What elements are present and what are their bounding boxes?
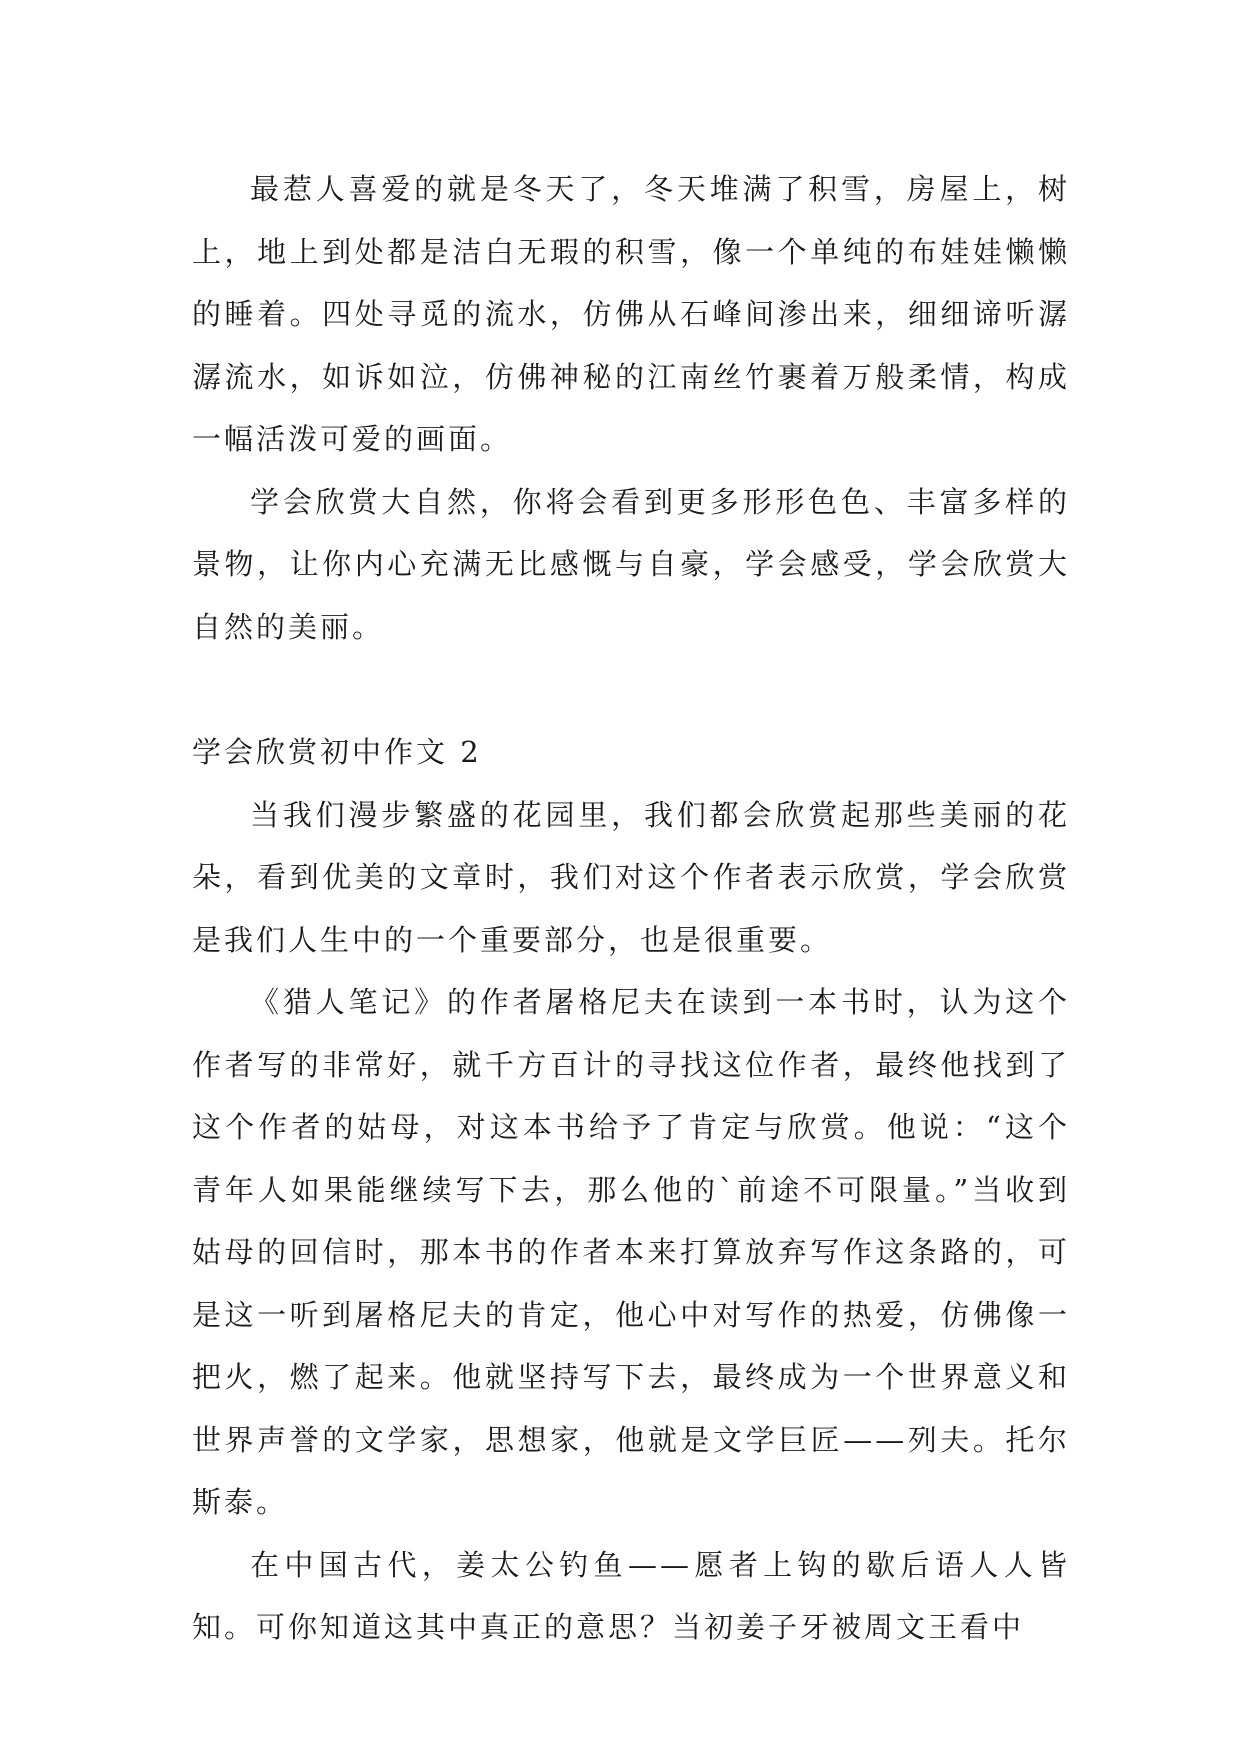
paragraph-jiang-taigong: 在中国古代，姜太公钓鱼——愿者上钩的歇后语人人皆知。可你知道这其中真正的意思？当初姜子牙被周文王看中: [192, 1547, 1070, 1644]
section-heading: 学会欣赏初中作文 2: [192, 735, 482, 769]
paragraph-nature: 学会欣赏大自然，你将会看到更多形形色色、丰富多样的景物，让你内心充满无比感慨与自豪，学会感受，学会欣赏大自然的美丽。: [192, 484, 1070, 644]
paragraph-turgenev: 《猎人笔记》的作者屠格尼夫在读到一本书时，认为这个作者写的非常好，就千方百计的寻找这位作者，最终他找到了这个作者的姑母，对这本书给予了肯定与欣赏。他说：“这个青年人如果能继续写下去，那么他的`前途不可限量。”当收到姑母的回信时，那本书的作者本来打算放弃写作这条路的，可是这一听到屠格尼夫的肯定，他心中对写作的热爱，仿佛像一把火，燃了起来。他就坚持写下去，最终成为一个世界意义和世界声誉的文学家，思想家，他就是文学巨匠——列夫。托尔斯泰。: [192, 985, 1070, 1519]
paragraph-garden: 当我们漫步繁盛的花园里，我们都会欣赏起那些美丽的花朵，看到优美的文章时，我们对这个作者表示欣赏，学会欣赏是我们人生中的一个重要部分，也是很重要。: [192, 797, 1070, 957]
paragraph-winter: 最惹人喜爱的就是冬天了，冬天堆满了积雪，房屋上，树上，地上到处都是洁白无瑕的积雪，像一个单纯的布娃娃懒懒的睡着。四处寻觅的流水，仿佛从石峰间渗出来，细细谛听潺潺流水，如诉如泣，仿佛神秘的江南丝竹裹着万般柔情，构成一幅活泼可爱的画面。: [192, 172, 1070, 456]
document-body: [192, 158, 1070, 1659]
